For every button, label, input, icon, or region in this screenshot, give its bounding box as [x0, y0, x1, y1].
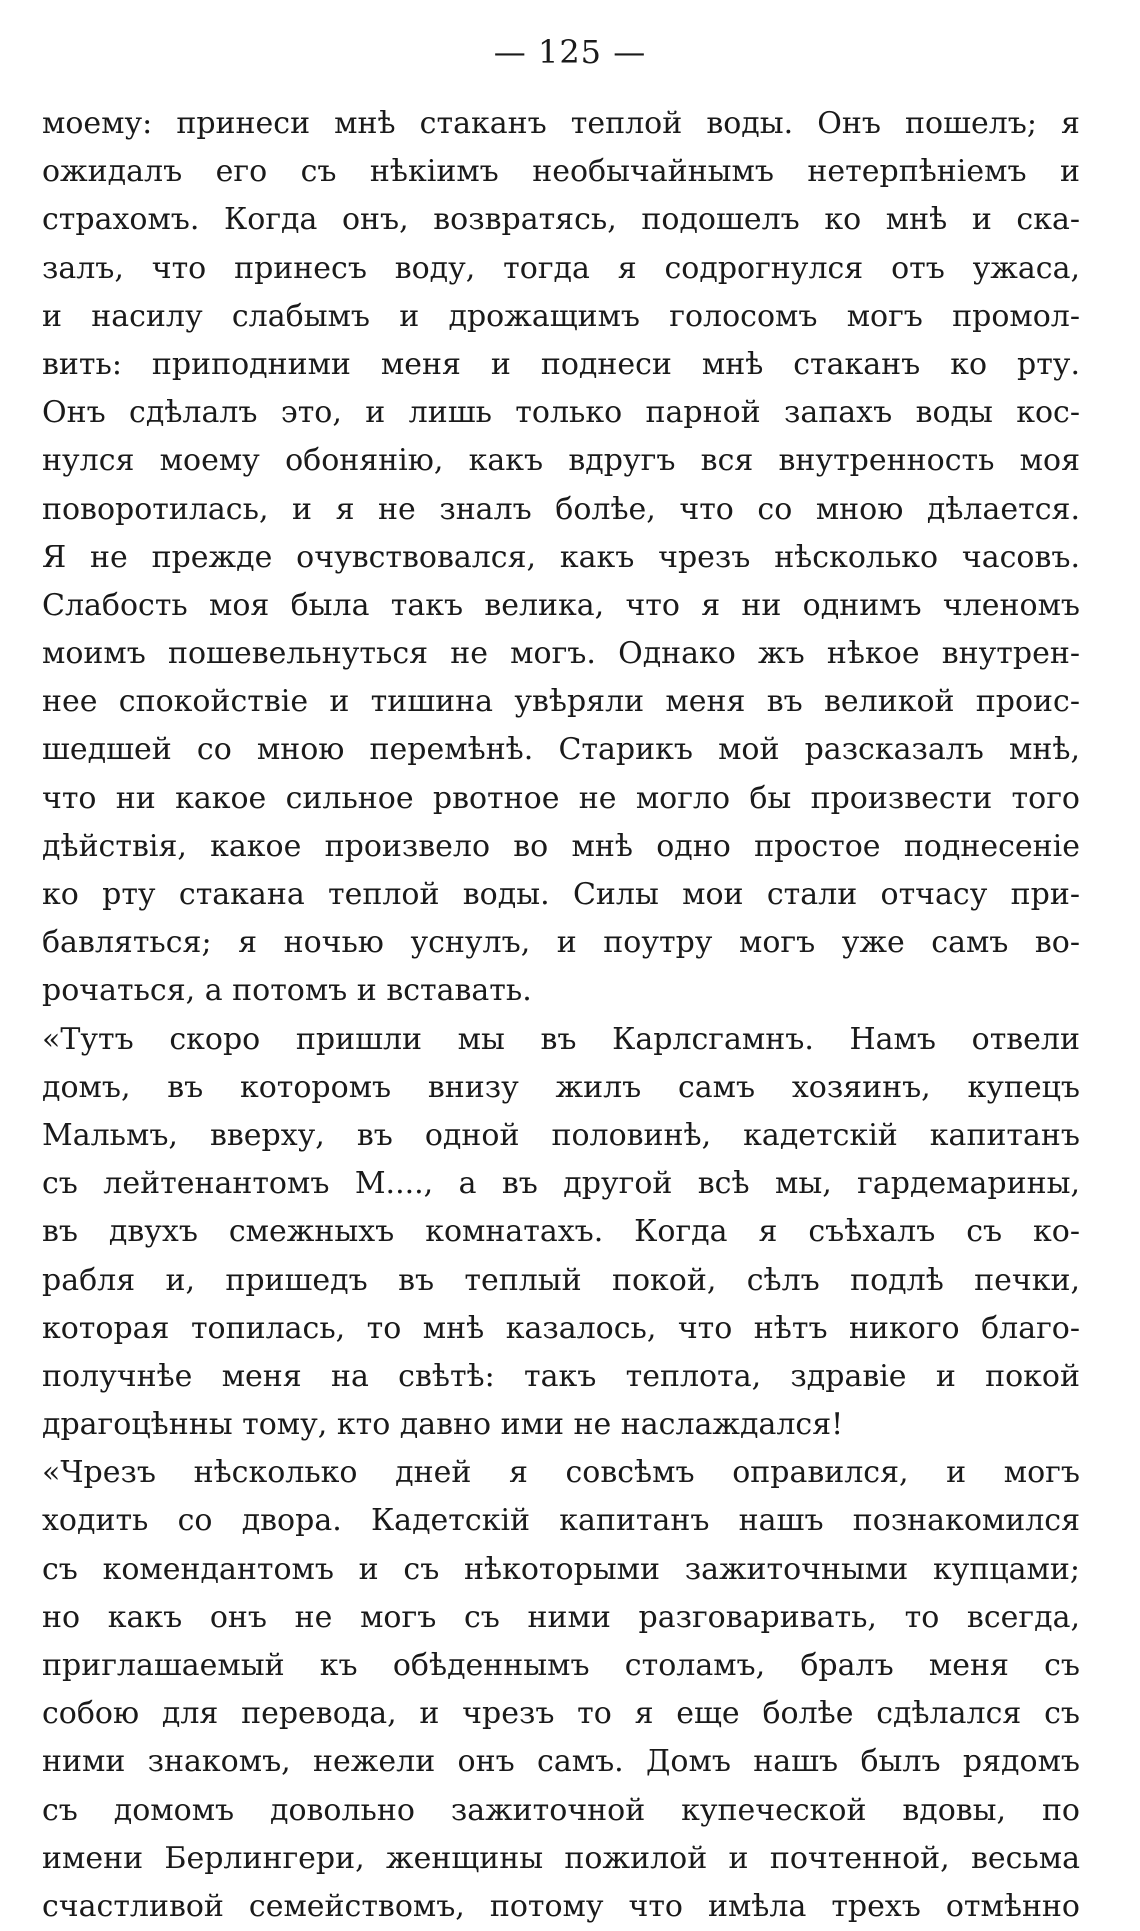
text-line: шедшей со мною перемѣнѣ. Старикъ мой разсказалъ мнѣ, — [42, 732, 1080, 768]
page-number: — 125 — — [493, 33, 647, 71]
text-line: въ двухъ смежныхъ комнатахъ. Когда я съѣхалъ съ ко- — [42, 1214, 1080, 1250]
text-line: съ домомъ довольно зажиточной купеческой вдовы, по — [42, 1792, 1080, 1828]
text-line: нее спокойствіе и тишина увѣряли меня въ великой проис- — [42, 684, 1080, 720]
text-line: поворотилась, и я не зналъ болѣе, что со мною дѣлается. — [42, 491, 1080, 527]
text-line: ними знакомъ, нежели онъ самъ. Домъ нашъ былъ рядомъ — [42, 1744, 1080, 1780]
text-line: Онъ сдѣлалъ это, и лишь только парной запахъ воды кос- — [42, 395, 1080, 431]
text-line: которая топилась, то мнѣ казалось, что нѣтъ никого благо- — [42, 1310, 1080, 1346]
text-line: собою для перевода, и чрезъ то я еще болѣе сдѣлался съ — [42, 1696, 1080, 1732]
text-line: драгоцѣнны тому, кто давно ими не наслаждался! — [42, 1407, 844, 1443]
text-line: «Тутъ скоро пришли мы въ Карлсгамнъ. Намъ отвели — [42, 1021, 1080, 1057]
text-line: имени Берлингери, женщины пожилой и почтенной, весьма — [42, 1840, 1080, 1876]
text-line: рабля и, пришедъ въ теплый покой, сѣлъ подлѣ печки, — [42, 1262, 1080, 1298]
text-line: бавляться; я ночью уснулъ, и поутру могъ уже самъ во- — [42, 925, 1080, 961]
text-line: дѣйствія, какое произвело во мнѣ одно простое поднесеніе — [42, 828, 1080, 864]
text-line: моимъ пошевельнуться не могъ. Однако жъ нѣкое внутрен- — [42, 636, 1080, 672]
text-line: ожидалъ его съ нѣкіимъ необычайнымъ нетерпѣніемъ и — [42, 154, 1080, 190]
text-line: ко рту стакана теплой воды. Силы мои стали отчасу при- — [42, 877, 1080, 912]
text-line: что ни какое сильное рвотное не могло бы произвести того — [42, 780, 1080, 816]
text-line: приглашаемый къ обѣденнымъ столамъ, бралъ меня съ — [42, 1648, 1080, 1683]
text-line: и насилу слабымъ и дрожащимъ голосомъ могъ промол- — [42, 298, 1080, 334]
text-line: Я не прежде очувствовался, какъ чрезъ нѣсколько часовъ. — [42, 539, 1080, 575]
text-line: ходить со двора. Кадетскій капитанъ нашъ познакомился — [42, 1503, 1080, 1539]
text-line: но какъ онъ не могъ съ ними разговаривать, то всегда, — [42, 1599, 1080, 1635]
text-line: Слабость моя была такъ велика, что я ни однимъ членомъ — [42, 587, 1080, 623]
text-line: залъ, что принесъ воду, тогда я содрогнулся отъ ужаса, — [42, 250, 1080, 286]
text-line: «Чрезъ нѣсколько дней я совсѣмъ оправился, и могъ — [42, 1455, 1080, 1491]
text-line: счастливой семействомъ, потому что имѣла трехъ отмѣнно — [42, 1888, 1080, 1924]
text-line: нулся моему обонянію, какъ вдругъ вся внутренность моя — [42, 443, 1080, 479]
text-line: домъ, въ которомъ внизу жилъ самъ хозяинъ, купецъ — [42, 1069, 1080, 1105]
body-text — [42, 100, 1080, 1931]
text-line: Мальмъ, вверху, въ одной половинѣ, кадетскій капитанъ — [42, 1117, 1080, 1153]
text-line: вить: приподними меня и поднеси мнѣ стаканъ ко рту. — [42, 346, 1080, 382]
text-line: получнѣе меня на свѣтѣ: такъ теплота, здравіе и покой — [42, 1358, 1080, 1394]
text-line: рочаться, а потомъ и вставать. — [42, 973, 532, 1009]
text-line: съ лейтенантомъ М...., а въ другой всѣ мы, гардемарины, — [42, 1166, 1080, 1202]
text-line: страхомъ. Когда онъ, возвратясь, подошелъ ко мнѣ и ска- — [42, 202, 1080, 238]
text-line: моему: принеси мнѣ стаканъ теплой воды. Онъ пошелъ; я — [42, 106, 1080, 141]
text-line: съ комендантомъ и съ нѣкоторыми зажиточными купцами; — [42, 1551, 1080, 1587]
